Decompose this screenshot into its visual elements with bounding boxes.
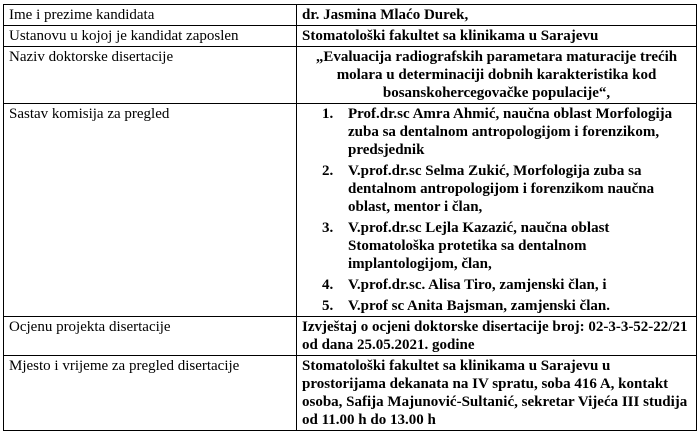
committee-member-text: Prof.dr.sc Amra Ahmić, naučna oblast Morfologija zuba sa dentalnom antropologijom i forenzikom, predsjednik [348,106,673,158]
evaluation-label: Ocjenu projekta disertacije [4,317,297,356]
dissertation-info-table [3,4,697,431]
committee-member-text: V.prof sc Anita Bajsman, zamjenski član. [348,298,610,314]
candidate-label: Ime i prezime kandidata [4,5,297,26]
committee-member-text: V.prof.dr.sc Lejla Kazazić, naučna oblast Stomatološka protetika sa dentalnom implantologijom, član, [348,220,610,272]
committee-member-number: 3. [322,220,334,236]
committee-member [302,219,691,273]
place-time-value: Stomatološki fakultet sa klinikama u Sarajevu u prostorijama dekanata na IV spratu, soba 416 A, kontakt osoba, Safija Majunović-Sultanić, sekretar Vijeća III studija od 11.00 h do 13.00 h [297,356,697,431]
committee-member [302,162,691,216]
committee-member-number: 1. [322,106,334,122]
table-row-candidate [4,5,697,26]
committee-value [297,104,697,317]
committee-member-text: V.prof.dr.sc Selma Zukić, Morfologija zuba sa dentalnom antropologijom i forenzikom naučna oblast, mentor i član, [348,163,655,215]
dissertation-title-value: „Evaluacija radiografskih parametara maturacije trećih molara u determinaciji dobnih karakteristika kod bosanskohercegovačke populacije“, [297,47,697,104]
committee-member [302,105,691,159]
committee-member-text: V.prof.dr.sc. Alisa Tiro, zamjenski član, i [348,277,607,293]
candidate-value: dr. Jasmina Mlaćo Durek, [297,5,697,26]
committee-label: Sastav komisija za pregled [4,104,297,317]
dissertation-title-label: Naziv doktorske disertacije [4,47,297,104]
table-row-committee [4,104,697,317]
table-row-institution [4,26,697,47]
committee-member [302,276,691,294]
committee-member-number: 5. [322,298,334,314]
evaluation-value: Izvještaj o ocjeni doktorske disertacije broj: 02-3-3-52-22/21 od dana 25.05.2021. godine [297,317,697,356]
committee-member-number: 2. [322,163,334,179]
institution-value: Stomatološki fakultet sa klinikama u Sarajevu [297,26,697,47]
committee-member-number: 4. [322,277,334,293]
committee-member [302,297,691,315]
committee-member-list [302,105,691,315]
table-row-evaluation [4,317,697,356]
table-row-dissertation-title [4,47,697,104]
institution-label: Ustanovu u kojoj je kandidat zaposlen [4,26,297,47]
place-time-label: Mjesto i vrijeme za pregled disertacije [4,356,297,431]
table-row-place-time [4,356,697,431]
